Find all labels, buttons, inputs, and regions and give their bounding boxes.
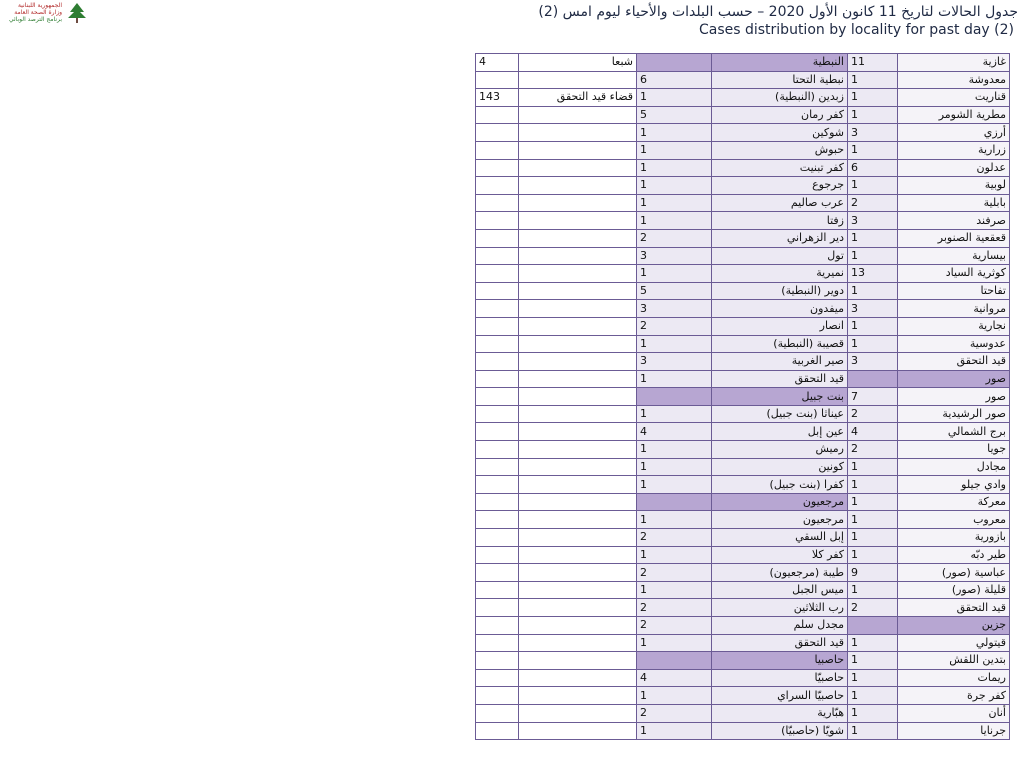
table-cell-locality: برج الشمالي: [898, 423, 1010, 441]
table-cell-locality: عين إبل: [712, 423, 848, 441]
table-row: [476, 282, 1010, 300]
table-cell-count: [476, 564, 519, 582]
table-cell-locality: [519, 564, 637, 582]
table-cell-locality: مطرية الشومر: [898, 106, 1010, 124]
table-cell-count: [476, 599, 519, 617]
table-cell-locality: [519, 476, 637, 494]
table-cell-locality: غازية: [898, 54, 1010, 72]
table-cell-locality: حاصبيّا: [712, 669, 848, 687]
table-cell-count: 1: [848, 704, 898, 722]
logo-line-2: وزارة الصحة العامة: [14, 9, 62, 16]
table-cell-locality: جرنايا: [898, 722, 1010, 740]
table-cell-locality: [519, 370, 637, 388]
table-row: [476, 405, 1010, 423]
table-cell-locality: لوبية: [898, 177, 1010, 195]
cases-table: [475, 53, 1010, 740]
table-cell-count: [476, 493, 519, 511]
table-cell-count: [476, 704, 519, 722]
table-cell-count: 1: [848, 652, 898, 670]
table-cell-count: 2: [848, 194, 898, 212]
table-cell-count: 1: [637, 511, 712, 529]
table-cell-count: 143: [476, 89, 519, 107]
table-cell-locality: [519, 704, 637, 722]
table-cell-locality: قصيبة (النبطية): [712, 335, 848, 353]
table-row: [476, 212, 1010, 230]
table-cell-locality: مجادل: [898, 458, 1010, 476]
table-cell-locality: [519, 687, 637, 705]
table-cell-locality: [519, 441, 637, 459]
table-cell-count: 1: [637, 634, 712, 652]
table-cell-locality: بازورية: [898, 529, 1010, 547]
table-cell-count: [476, 71, 519, 89]
table-cell-locality: [519, 265, 637, 283]
table-cell-count: 2: [637, 599, 712, 617]
table-row: [476, 370, 1010, 388]
table-cell-locality: [519, 300, 637, 318]
table-cell-count: 1: [637, 212, 712, 230]
table-cell-count: [476, 212, 519, 230]
table-cell-locality: [519, 388, 637, 406]
table-cell-locality: بنت جبيل: [712, 388, 848, 406]
table-cell-count: 1: [848, 493, 898, 511]
table-cell-locality: جزين: [898, 617, 1010, 635]
table-cell-count: [476, 581, 519, 599]
table-cell-locality: صور: [898, 370, 1010, 388]
table-cell-locality: دوير (النبطية): [712, 282, 848, 300]
table-row: [476, 617, 1010, 635]
table-row: [476, 71, 1010, 89]
table-cell-count: 1: [848, 529, 898, 547]
table-cell-locality: [519, 229, 637, 247]
table-cell-count: [476, 124, 519, 142]
table-row: [476, 124, 1010, 142]
table-cell-locality: زفتا: [712, 212, 848, 230]
table-cell-locality: [519, 247, 637, 265]
table-cell-count: 1: [848, 317, 898, 335]
table-cell-count: 1: [637, 687, 712, 705]
table-cell-count: 4: [848, 423, 898, 441]
table-cell-count: 4: [476, 54, 519, 72]
table-cell-locality: [519, 194, 637, 212]
table-cell-locality: مجدل سلم: [712, 617, 848, 635]
table-cell-count: 1: [848, 476, 898, 494]
table-cell-locality: قليلة (صور): [898, 581, 1010, 599]
table-cell-count: [476, 669, 519, 687]
table-cell-count: 2: [848, 441, 898, 459]
table-cell-locality: [519, 335, 637, 353]
table-cell-locality: هبّارية: [712, 704, 848, 722]
table-cell-count: [476, 511, 519, 529]
table-cell-locality: كفر كلا: [712, 546, 848, 564]
table-cell-count: 2: [637, 704, 712, 722]
table-cell-count: 1: [637, 335, 712, 353]
table-cell-count: 1: [848, 634, 898, 652]
table-cell-locality: ميس الجبل: [712, 581, 848, 599]
table-cell-count: 2: [848, 405, 898, 423]
table-cell-locality: [519, 599, 637, 617]
table-cell-locality: أرزي: [898, 124, 1010, 142]
table-cell-count: [476, 617, 519, 635]
table-cell-count: 1: [637, 581, 712, 599]
table-cell-locality: صور: [898, 388, 1010, 406]
table-row: [476, 247, 1010, 265]
table-cell-locality: [519, 282, 637, 300]
table-cell-count: 2: [637, 229, 712, 247]
table-row: [476, 529, 1010, 547]
table-cell-locality: [519, 546, 637, 564]
table-cell-count: 1: [637, 89, 712, 107]
table-cell-count: 1: [848, 722, 898, 740]
table-cell-count: 9: [848, 564, 898, 582]
table-row: [476, 546, 1010, 564]
table-cell-count: 1: [637, 370, 712, 388]
table-cell-locality: شويّا (حاصبيّا): [712, 722, 848, 740]
logo-line-3: برنامج الترصد الوبائي: [8, 16, 62, 23]
table-cell-locality: [519, 493, 637, 511]
table-cell-count: [476, 546, 519, 564]
table-cell-locality: قيد التحقق: [712, 634, 848, 652]
table-cell-count: 1: [848, 511, 898, 529]
table-row: [476, 423, 1010, 441]
table-cell-count: [476, 335, 519, 353]
table-cell-count: 5: [637, 282, 712, 300]
table-cell-locality: [519, 106, 637, 124]
cedar-icon: [66, 2, 88, 24]
table-row: [476, 599, 1010, 617]
table-cell-count: 1: [848, 669, 898, 687]
table-cell-count: 1: [848, 282, 898, 300]
table-cell-locality: أنان: [898, 704, 1010, 722]
table-row: [476, 669, 1010, 687]
table-cell-locality: [519, 617, 637, 635]
table-cell-count: 1: [848, 229, 898, 247]
table-row: [476, 194, 1010, 212]
table-cell-locality: حاصبيا: [712, 652, 848, 670]
table-cell-count: [637, 652, 712, 670]
table-cell-locality: رميش: [712, 441, 848, 459]
table-cell-locality: زرارية: [898, 141, 1010, 159]
table-row: [476, 54, 1010, 72]
table-cell-count: 2: [637, 317, 712, 335]
table-cell-count: [476, 405, 519, 423]
table-cell-locality: كفر رمان: [712, 106, 848, 124]
table-row: [476, 388, 1010, 406]
table-cell-locality: بيسارية: [898, 247, 1010, 265]
table-cell-count: [637, 493, 712, 511]
table-cell-locality: قيد التحقق: [898, 353, 1010, 371]
table-row: [476, 159, 1010, 177]
table-cell-count: 3: [637, 247, 712, 265]
table-cell-locality: إبل السقي: [712, 529, 848, 547]
cases-table-body: [476, 54, 1010, 740]
table-cell-count: 1: [848, 71, 898, 89]
table-cell-count: 11: [848, 54, 898, 72]
table-cell-locality: [519, 722, 637, 740]
table-cell-count: [476, 106, 519, 124]
table-cell-locality: شوكين: [712, 124, 848, 142]
table-cell-count: [476, 370, 519, 388]
table-cell-count: 1: [637, 177, 712, 195]
table-cell-count: 1: [637, 476, 712, 494]
table-cell-count: 1: [848, 106, 898, 124]
table-cell-count: 1: [637, 458, 712, 476]
table-cell-locality: [519, 581, 637, 599]
table-cell-count: 4: [637, 423, 712, 441]
table-cell-count: 6: [848, 159, 898, 177]
table-cell-count: [476, 141, 519, 159]
table-cell-locality: تفاحتا: [898, 282, 1010, 300]
table-cell-locality: عرب صاليم: [712, 194, 848, 212]
table-cell-locality: كفر جرة: [898, 687, 1010, 705]
table-row: [476, 476, 1010, 494]
table-cell-count: 1: [848, 89, 898, 107]
table-cell-count: [476, 388, 519, 406]
table-cell-count: 13: [848, 265, 898, 283]
table-cell-locality: [519, 177, 637, 195]
table-cell-count: 3: [637, 353, 712, 371]
table-cell-count: 2: [637, 529, 712, 547]
table-cell-count: 1: [848, 458, 898, 476]
table-row: [476, 564, 1010, 582]
table-cell-count: 1: [637, 124, 712, 142]
table-cell-count: [476, 229, 519, 247]
table-cell-count: [476, 194, 519, 212]
table-cell-locality: [519, 511, 637, 529]
table-cell-locality: زبدين (النبطية): [712, 89, 848, 107]
table-cell-count: [476, 476, 519, 494]
table-cell-locality: [519, 458, 637, 476]
table-cell-locality: دير الزهراني: [712, 229, 848, 247]
table-cell-locality: وادي جيلو: [898, 476, 1010, 494]
table-cell-locality: [519, 423, 637, 441]
table-row: [476, 634, 1010, 652]
table-cell-locality: صير الغربية: [712, 353, 848, 371]
table-row: [476, 441, 1010, 459]
logo-line-1: الجمهورية اللبنانية: [17, 2, 62, 9]
table-cell-locality: عباسية (صور): [898, 564, 1010, 582]
table-cell-count: [476, 423, 519, 441]
table-cell-locality: صور الرشيدية: [898, 405, 1010, 423]
table-cell-count: 1: [637, 722, 712, 740]
table-cell-count: [476, 458, 519, 476]
table-cell-count: [637, 388, 712, 406]
table-cell-locality: جرجوع: [712, 177, 848, 195]
table-cell-count: 3: [848, 300, 898, 318]
table-cell-count: [476, 687, 519, 705]
table-cell-count: 2: [637, 617, 712, 635]
table-cell-count: 1: [848, 247, 898, 265]
ministry-logo: [6, 2, 92, 30]
page-title-english: Cases distribution by locality for past day (2): [698, 22, 1014, 38]
table-cell-locality: معروب: [898, 511, 1010, 529]
table-cell-locality: [519, 652, 637, 670]
table-cell-locality: كوثرية السياد: [898, 265, 1010, 283]
table-cell-locality: ريمات: [898, 669, 1010, 687]
table-cell-locality: عدوسية: [898, 335, 1010, 353]
table-cell-count: 6: [637, 71, 712, 89]
table-cell-count: [637, 54, 712, 72]
table-cell-count: 7: [848, 388, 898, 406]
table-row: [476, 493, 1010, 511]
table-cell-locality: [519, 317, 637, 335]
table-cell-locality: تول: [712, 247, 848, 265]
table-row: [476, 229, 1010, 247]
table-cell-count: 3: [848, 353, 898, 371]
table-cell-locality: نجارية: [898, 317, 1010, 335]
table-cell-count: [476, 282, 519, 300]
table-cell-locality: مرجعيون: [712, 493, 848, 511]
table-cell-count: 5: [637, 106, 712, 124]
table-cell-locality: حاصبيّا السراي: [712, 687, 848, 705]
table-cell-count: 3: [637, 300, 712, 318]
table-cell-locality: قعقعية الصنوبر: [898, 229, 1010, 247]
table-cell-count: 1: [637, 141, 712, 159]
table-cell-locality: [519, 353, 637, 371]
table-cell-locality: النبطية: [712, 54, 848, 72]
table-row: [476, 353, 1010, 371]
table-cell-locality: كونين: [712, 458, 848, 476]
table-cell-locality: معدوشة: [898, 71, 1010, 89]
table-cell-locality: [519, 634, 637, 652]
table-cell-count: 3: [848, 212, 898, 230]
table-cell-locality: انصار: [712, 317, 848, 335]
table-row: [476, 89, 1010, 107]
table-cell-locality: قيد التحقق: [712, 370, 848, 388]
table-cell-count: [476, 247, 519, 265]
ministry-logo-text: [6, 2, 62, 23]
table-cell-count: 4: [637, 669, 712, 687]
table-cell-count: 1: [637, 405, 712, 423]
table-row: [476, 300, 1010, 318]
table-cell-locality: بتدين اللقش: [898, 652, 1010, 670]
table-cell-count: 1: [848, 687, 898, 705]
table-cell-locality: مرجعيون: [712, 511, 848, 529]
table-cell-count: 1: [637, 194, 712, 212]
table-row: [476, 722, 1010, 740]
table-cell-locality: عدلون: [898, 159, 1010, 177]
table-cell-locality: قيد التحقق: [898, 599, 1010, 617]
table-cell-locality: كفرا (بنت جبيل): [712, 476, 848, 494]
table-cell-count: [476, 177, 519, 195]
table-cell-locality: نبطية التحتا: [712, 71, 848, 89]
table-cell-locality: شبعا: [519, 54, 637, 72]
table-cell-locality: مروانية: [898, 300, 1010, 318]
table-cell-count: [848, 370, 898, 388]
table-cell-count: [848, 617, 898, 635]
table-cell-locality: [519, 141, 637, 159]
table-cell-locality: [519, 669, 637, 687]
table-cell-locality: طير دبّه: [898, 546, 1010, 564]
table-cell-count: [476, 317, 519, 335]
table-cell-count: [476, 722, 519, 740]
page-title-arabic: جدول الحالات لتاريخ 11 كانون الأول 2020 – حسب البلدات والأحياء ليوم امس (2): [538, 4, 1018, 20]
table-cell-count: 1: [848, 335, 898, 353]
table-cell-locality: [519, 159, 637, 177]
table-cell-count: 3: [848, 124, 898, 142]
table-cell-count: 1: [637, 265, 712, 283]
table-cell-count: [476, 159, 519, 177]
table-cell-count: [476, 634, 519, 652]
table-row: [476, 177, 1010, 195]
table-cell-locality: جويا: [898, 441, 1010, 459]
table-row: [476, 687, 1010, 705]
table-row: [476, 581, 1010, 599]
table-cell-count: [476, 529, 519, 547]
table-cell-count: [476, 300, 519, 318]
table-cell-locality: بابلية: [898, 194, 1010, 212]
table-cell-locality: صرفند: [898, 212, 1010, 230]
table-cell-locality: نميرية: [712, 265, 848, 283]
table-row: [476, 317, 1010, 335]
table-cell-locality: كفر تبنيت: [712, 159, 848, 177]
table-cell-count: 1: [637, 546, 712, 564]
table-cell-locality: [519, 71, 637, 89]
table-cell-count: 1: [637, 441, 712, 459]
table-row: [476, 335, 1010, 353]
table-cell-locality: [519, 405, 637, 423]
table-cell-locality: قيتولي: [898, 634, 1010, 652]
table-row: [476, 652, 1010, 670]
table-cell-count: [476, 652, 519, 670]
table-cell-count: 1: [848, 581, 898, 599]
table-cell-locality: عيناثا (بنت جبيل): [712, 405, 848, 423]
table-cell-locality: [519, 529, 637, 547]
table-cell-count: 2: [848, 599, 898, 617]
table-row: [476, 458, 1010, 476]
table-cell-count: 1: [848, 546, 898, 564]
table-cell-locality: طيبة (مرجعيون): [712, 564, 848, 582]
table-cell-count: [476, 353, 519, 371]
table-cell-locality: قناريت: [898, 89, 1010, 107]
table-cell-locality: [519, 212, 637, 230]
table-cell-locality: ميفدون: [712, 300, 848, 318]
table-cell-locality: معركة: [898, 493, 1010, 511]
table-cell-count: 1: [848, 141, 898, 159]
table-cell-locality: قضاء قيد التحقق: [519, 89, 637, 107]
table-row: [476, 511, 1010, 529]
table-cell-locality: حبوش: [712, 141, 848, 159]
table-cell-count: 1: [637, 159, 712, 177]
table-row: [476, 141, 1010, 159]
table-row: [476, 265, 1010, 283]
table-cell-locality: [519, 124, 637, 142]
table-row: [476, 704, 1010, 722]
table-cell-count: 1: [848, 177, 898, 195]
table-row: [476, 106, 1010, 124]
table-cell-count: 2: [637, 564, 712, 582]
table-cell-count: [476, 441, 519, 459]
table-cell-count: [476, 265, 519, 283]
table-cell-locality: رب الثلاثين: [712, 599, 848, 617]
